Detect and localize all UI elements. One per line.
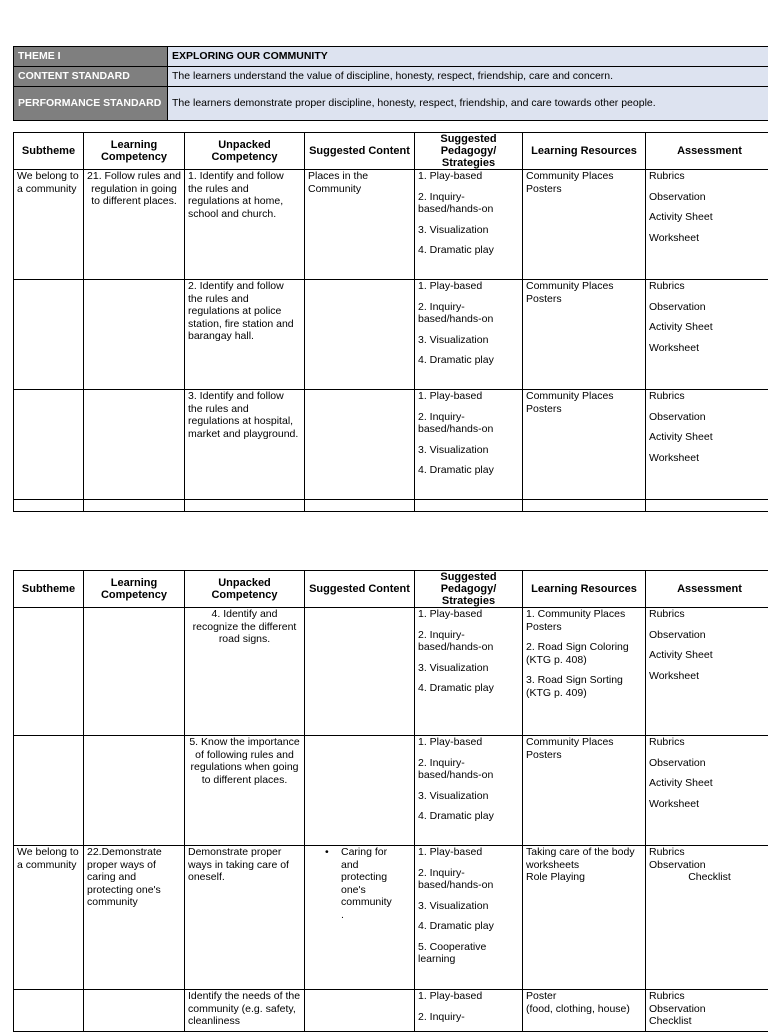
content-cell [305, 608, 415, 736]
list-item: 2. Inquiry-based/hands-on [418, 411, 519, 436]
list-item: Rubrics [649, 846, 768, 859]
list-item: 4. Dramatic play [418, 920, 519, 933]
unpacked-cell: 3. Identify and follow the rules and regulations at hospital, market and playground. [185, 390, 305, 500]
list-item: Observation [649, 301, 768, 314]
list-item: Observation [649, 411, 768, 424]
table-row [14, 170, 768, 280]
header-suggested-pedagogy: Suggested Pedagogy/ Strategies [415, 571, 523, 608]
list-item: Observation [649, 629, 768, 642]
table-row [14, 990, 768, 1032]
performance-standard-value: The learners demonstrate proper discipline, honesty, respect, friendship, and care towards other people. [168, 87, 768, 121]
subtheme-cell [14, 736, 84, 846]
table-row [14, 608, 768, 736]
list-item: 3. Visualization [418, 224, 519, 237]
list-item: (food, clothing, house) [526, 1003, 642, 1016]
list-item: 2. Inquiry-based/hands-on [418, 867, 519, 892]
list-item: Poster [526, 990, 642, 1003]
list-item: Observation [649, 859, 768, 872]
header-suggested-pedagogy: Suggested Pedagogy/ Strategies [415, 133, 523, 170]
unpacked-cell: Identify the needs of the community (e.g. safety, cleanliness [185, 990, 305, 1032]
list-item: 4. Dramatic play [418, 464, 519, 477]
table-row [14, 280, 768, 390]
header-subtheme: Subtheme [14, 133, 84, 170]
list-item: Activity Sheet [649, 649, 768, 662]
subtheme-cell: We belong to a community [14, 846, 84, 990]
list-item: Rubrics [649, 736, 768, 749]
list-item: Activity Sheet [649, 431, 768, 444]
table-row [14, 846, 768, 990]
header-learning-resources: Learning Resources [523, 133, 646, 170]
list-item: 1. Community Places Posters [526, 608, 642, 633]
subtheme-cell [14, 390, 84, 500]
resources-cell: Community Places Posters [523, 170, 646, 280]
content-cell [305, 280, 415, 390]
content-standard-label: CONTENT STANDARD [14, 67, 168, 87]
content-cell: Places in the Community [305, 170, 415, 280]
list-item: 5. Cooperative learning [418, 941, 519, 966]
curriculum-table-1 [13, 132, 768, 512]
competency-cell: 21. Follow rules and regulation in going to different places. [84, 170, 185, 280]
assessment-cell [646, 736, 768, 846]
list-item: 1. Play-based [418, 170, 519, 183]
header-unpacked-competency: Unpacked Competency [185, 133, 305, 170]
list-item: Taking care of the body worksheets [526, 846, 642, 871]
resources-cell [523, 846, 646, 990]
assessment-cell [646, 170, 768, 280]
list-item: Checklist [649, 1015, 768, 1028]
curriculum-table-2 [13, 570, 768, 1032]
content-cell [305, 990, 415, 1032]
list-item: 1. Play-based [418, 736, 519, 749]
competency-cell [84, 390, 185, 500]
header-suggested-content: Suggested Content [305, 571, 415, 608]
assessment-cell [646, 280, 768, 390]
list-item: 1. Play-based [418, 990, 519, 1003]
list-item: 3. Visualization [418, 790, 519, 803]
pedagogy-cell [415, 170, 523, 280]
pedagogy-cell [415, 280, 523, 390]
list-item: Observation [649, 757, 768, 770]
list-item: 1. Play-based [418, 846, 519, 859]
subtheme-cell [14, 608, 84, 736]
list-item: Checklist [649, 871, 768, 884]
list-item: 2. Inquiry-based/hands-on [418, 191, 519, 216]
list-item: 4. Dramatic play [418, 682, 519, 695]
list-item: 4. Dramatic play [418, 810, 519, 823]
competency-cell [84, 280, 185, 390]
list-item: 2. Road Sign Coloring (KTG p. 408) [526, 641, 642, 666]
subtheme-cell [14, 990, 84, 1032]
theme-table [13, 46, 768, 121]
pedagogy-cell [415, 608, 523, 736]
header-row [14, 571, 768, 608]
list-item: 1. Play-based [418, 280, 519, 293]
header-assessment: Assessment [646, 133, 768, 170]
header-learning-resources: Learning Resources [523, 571, 646, 608]
resources-cell [523, 990, 646, 1032]
list-item: Rubrics [649, 280, 768, 293]
list-item: 3. Visualization [418, 334, 519, 347]
theme-label: THEME I [14, 47, 168, 67]
list-item: Rubrics [649, 990, 768, 1003]
unpacked-cell: 4. Identify and recognize the different road signs. [185, 608, 305, 736]
header-suggested-content: Suggested Content [305, 133, 415, 170]
subtheme-cell: We belong to a community [14, 170, 84, 280]
unpacked-cell: 2. Identify and follow the rules and regulations at police station, fire station and barangay hall. [185, 280, 305, 390]
competency-cell [84, 736, 185, 846]
competency-cell [84, 608, 185, 736]
list-item: 2. Inquiry-based/hands-on [418, 757, 519, 782]
header-row [14, 133, 768, 170]
resources-cell: Community Places Posters [523, 736, 646, 846]
list-item: 3. Visualization [418, 662, 519, 675]
list-item: Observation [649, 191, 768, 204]
list-item: 2. Inquiry-based/hands-on [418, 629, 519, 654]
performance-standard-label: PERFORMANCE STANDARD [14, 87, 168, 121]
list-item: Worksheet [649, 232, 768, 245]
list-item: Rubrics [649, 608, 768, 621]
resources-cell [523, 608, 646, 736]
list-item: 2. Inquiry-based/hands-on [418, 301, 519, 326]
list-item: 1. Play-based [418, 390, 519, 403]
empty-cell [84, 500, 185, 512]
assessment-cell [646, 846, 768, 990]
bullet-icon: • [325, 846, 329, 859]
unpacked-cell: 5. Know the importance of following rules and regulations when going to different places. [185, 736, 305, 846]
empty-cell [185, 500, 305, 512]
list-item: Activity Sheet [649, 777, 768, 790]
content-cell [305, 846, 415, 990]
pedagogy-cell [415, 390, 523, 500]
list-item: Rubrics [649, 170, 768, 183]
table-row [14, 390, 768, 500]
header-unpacked-competency: Unpacked Competency [185, 571, 305, 608]
empty-cell [305, 500, 415, 512]
list-item: Activity Sheet [649, 211, 768, 224]
list-item: 3. Visualization [418, 444, 519, 457]
assessment-cell [646, 608, 768, 736]
list-item: Activity Sheet [649, 321, 768, 334]
list-item: 3. Visualization [418, 900, 519, 913]
empty-cell [523, 500, 646, 512]
list-item: 4. Dramatic play [418, 354, 519, 367]
list-item: 2. Inquiry- [418, 1011, 519, 1024]
list-item: 1. Play-based [418, 608, 519, 621]
assessment-cell [646, 390, 768, 500]
unpacked-cell: 1. Identify and follow the rules and regulations at home, school and church. [185, 170, 305, 280]
list-item: Worksheet [649, 452, 768, 465]
list-item: Role Playing [526, 871, 642, 884]
list-item: Worksheet [649, 798, 768, 811]
pedagogy-cell [415, 846, 523, 990]
content-cell [305, 390, 415, 500]
list-item: Rubrics [649, 390, 768, 403]
competency-cell: 22.Demonstrate proper ways of caring and protecting one's community [84, 846, 185, 990]
pedagogy-cell [415, 990, 523, 1032]
unpacked-cell: Demonstrate proper ways in taking care of oneself. [185, 846, 305, 990]
list-item: 3. Road Sign Sorting (KTG p. 409) [526, 674, 642, 699]
header-assessment: Assessment [646, 571, 768, 608]
assessment-cell [646, 990, 768, 1032]
empty-cell [646, 500, 768, 512]
header-learning-competency: Learning Competency [84, 133, 185, 170]
table-row [14, 736, 768, 846]
content-bullet-text: Caring for and protecting one's community. [341, 846, 393, 921]
list-item: Observation [649, 1003, 768, 1016]
table-row-empty [14, 500, 768, 512]
list-item: Worksheet [649, 342, 768, 355]
resources-cell: Community Places Posters [523, 390, 646, 500]
pedagogy-cell [415, 736, 523, 846]
empty-cell [14, 500, 84, 512]
list-item: 4. Dramatic play [418, 244, 519, 257]
empty-cell [415, 500, 523, 512]
theme-value: EXPLORING OUR COMMUNITY [168, 47, 768, 67]
list-item: Worksheet [649, 670, 768, 683]
header-subtheme: Subtheme [14, 571, 84, 608]
resources-cell: Community Places Posters [523, 280, 646, 390]
content-cell [305, 736, 415, 846]
header-learning-competency: Learning Competency [84, 571, 185, 608]
content-standard-value: The learners understand the value of discipline, honesty, respect, friendship, care and concern. [168, 67, 768, 87]
competency-cell [84, 990, 185, 1032]
subtheme-cell [14, 280, 84, 390]
